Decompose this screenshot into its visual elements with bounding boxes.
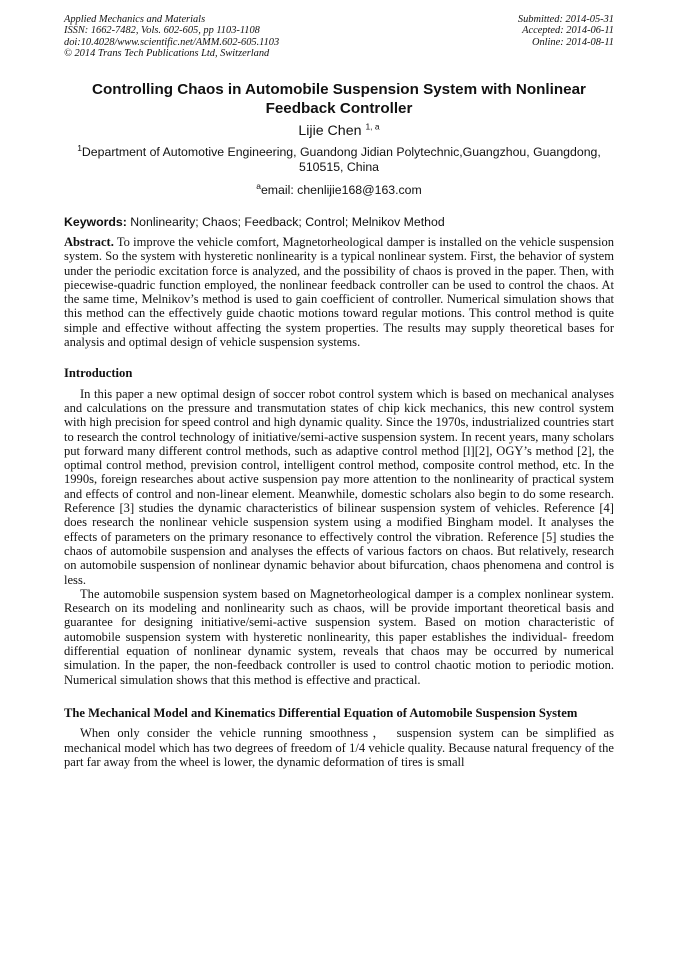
abstract-label: Abstract. bbox=[64, 235, 114, 249]
affiliation-superscript: 1 bbox=[77, 142, 82, 153]
page-header bbox=[64, 14, 614, 64]
email-superscript: a bbox=[256, 180, 261, 191]
journal-doi: doi:10.4028/www.scientific.net/AMM.602-605.1103 bbox=[64, 36, 280, 48]
keywords bbox=[64, 215, 614, 229]
keywords-label: Keywords: bbox=[64, 215, 127, 229]
paper-title: Controlling Chaos in Automobile Suspension System with Nonlinear Feedback Controller bbox=[92, 81, 586, 117]
keywords-text: Nonlinearity; Chaos; Feedback; Control; Melnikov Method bbox=[126, 215, 445, 229]
introduction-paragraph-2: The automobile suspension system based on Magnetorheological damper is a complex nonlinear system. Research on its modeling and nonlinearity such as chaos, will be provide important theoretical basis and guarantee for designing initiative/semi-active suspension system. Based on motion characteristic of automobile suspension system with hysteretic nonlinearity, this paper establishes the individual- freedom differential equation of nonlinear dynamic system, reveals that chaos may be occurred by numerical simulation. In the paper, the non-feedback controller is used to control chaotic motion to periodic motion. Numerical simulation shows that this method is effective and practical. bbox=[64, 586, 614, 687]
journal-issn: ISSN: 1662-7482, Vols. 602-605, pp 1103-1108 bbox=[64, 25, 260, 37]
journal-info bbox=[64, 14, 279, 60]
section-heading-introduction: Introduction bbox=[64, 366, 133, 381]
introduction-paragraph-1: In this paper a new optimal design of soccer robot control system which is based on mechanical analyses and calculations on the pressure and transmutation states of chip kick mechanics, this new control system with high precision for speed control and high dynamic quality. Since the 1970s, industrialized countries start to research the control technology of initiative/semi-active suspension system. In recent years, many scholars put forward many different control methods, such as adaptive control method [l][2], OGY’s method [2], the optimal control method, prevision control, intelligent control method, composite control method, etc. In the 1990s, foreign researches about active suspension pay more attention to the nonlinearity of practical system and effects of control and non-linear element. Meanwhile, domestic scholars also begin to do some research. Reference [3] studies the dynamic characteristics of bilinear suspension system of vehicles. Reference [4] does research the nonlinear vehicle suspension system using a modified Bingham model. It analyses the effects of parameters on the primary resonance to effectively control the vibration. Reference [5] studies the chaos of automobile suspension and analyses the effects of various factors on chaos. But relatively, research on automobile suspension of nonlinear dynamic behavior about bifurcation, chaos phenomena and control is less. bbox=[64, 386, 614, 587]
email-text: email: chenlijie168@163.com bbox=[260, 183, 422, 197]
section-heading-mechanical-model: The Mechanical Model and Kinematics Differential Equation of Automobile Suspension System bbox=[64, 705, 578, 720]
author-name: Lijie Chen bbox=[298, 123, 362, 139]
author-email bbox=[64, 180, 614, 197]
date-accepted: Accepted: 2014-06-11 bbox=[522, 25, 614, 37]
date-submitted: Submitted: 2014-05-31 bbox=[517, 14, 614, 25]
author-superscript: 1, a bbox=[365, 121, 380, 132]
abstract-text: To improve the vehicle comfort, Magnetorheological damper is installed on the vehicle suspension system. So the system with hysteretic nonlinearity is a typical nonlinear system. First, the behavior of system under the periodic excitation force is analyzed, and the possibility of chaos is proved in the paper. Then, with piecewise-quadric function employed, the nonlinear feedback controller can be used to control the chaos. At the same time, Melnikov’s method is used to gain coefficient of controller. Numerical simulation shows that this method can the effectively guide chaotic motions toward regular motions. This control method is quite simple and effective without affecting the system properties. The results may supply theoretical bases for analysis and optimal design of vehicle suspension systems. bbox=[64, 235, 614, 350]
affiliation bbox=[64, 142, 614, 175]
publication-dates bbox=[518, 14, 614, 48]
mechanical-model-paragraph-1: When only consider the vehicle running smoothness， suspension system can be simplified as mechanical model which has two degrees of freedom of 1/4 vehicle quality. Because natural frequency of the part far away from the wheel is lower, the dynamic deformation of tires is small bbox=[64, 726, 614, 769]
affiliation-text: Department of Automotive Engineering, Guandong Jidian Polytechnic,Guangzhou, Guangdong, 510515, China bbox=[81, 145, 601, 174]
journal-name: Applied Mechanics and Materials bbox=[64, 14, 206, 25]
date-online: Online: 2014-08-11 bbox=[531, 36, 614, 48]
journal-copyright: © 2014 Trans Tech Publications Ltd, Switzerland bbox=[64, 48, 270, 60]
author bbox=[64, 123, 614, 139]
abstract bbox=[64, 235, 614, 349]
